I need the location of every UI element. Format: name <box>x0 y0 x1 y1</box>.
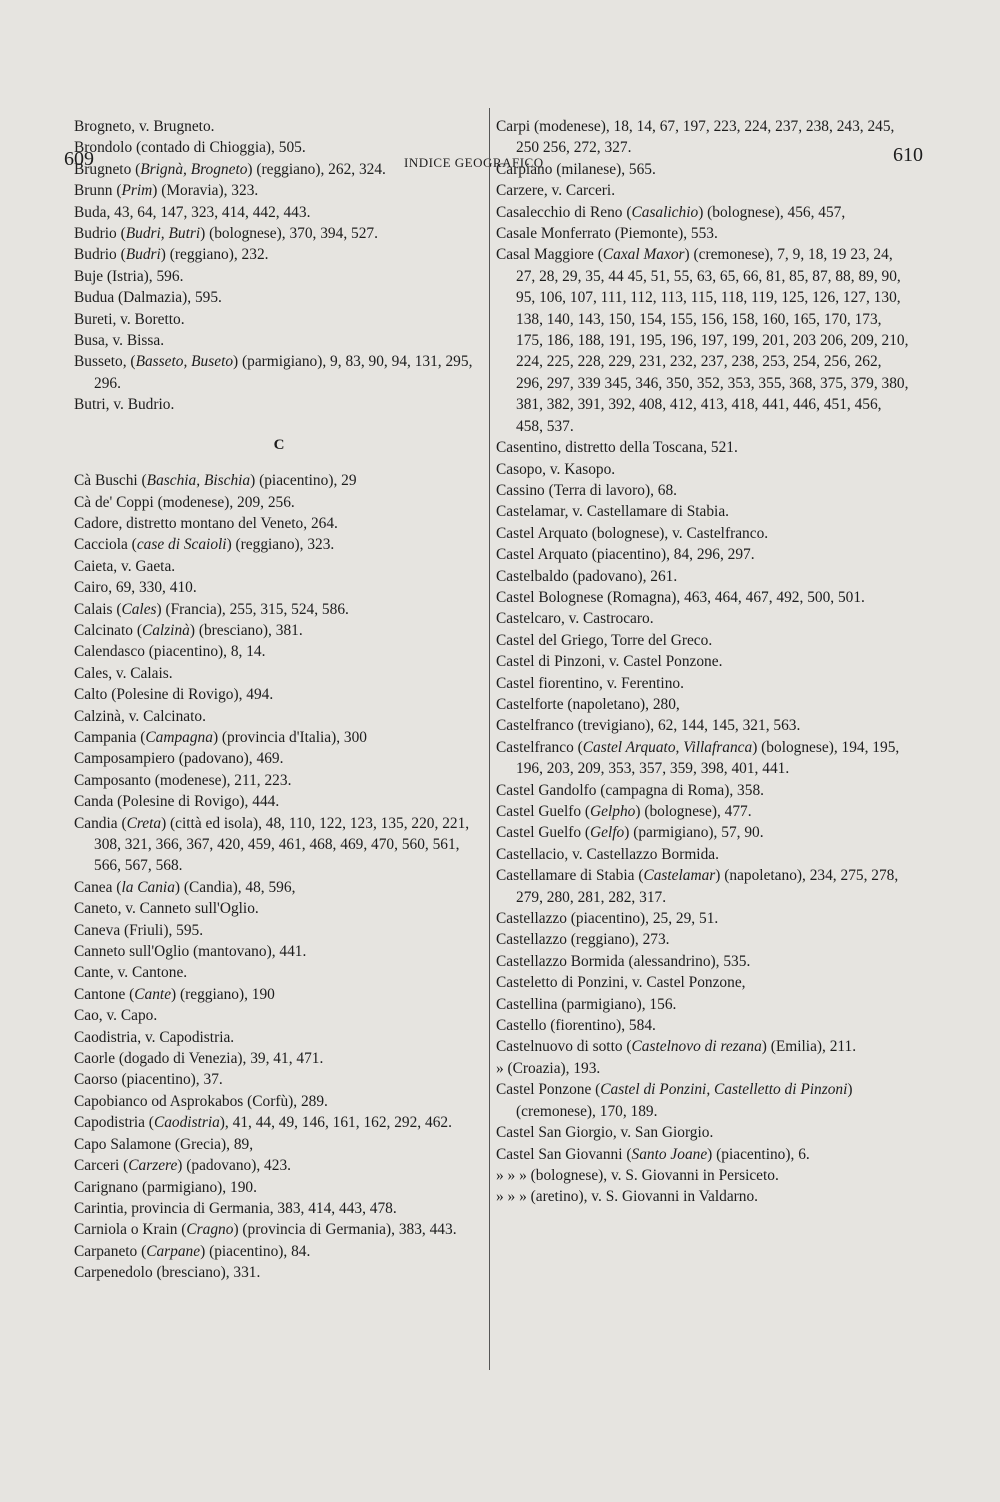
entry-text: Castelnuovo di sotto ( <box>496 1038 632 1056</box>
index-entry <box>74 1091 484 1112</box>
entry-text: Carpenedolo (bresciano), 331. <box>74 1264 261 1282</box>
entry-text: Cacciola ( <box>74 536 137 554</box>
entry-text: Caieta, v. Gaeta. <box>74 557 176 575</box>
entry-variant-name: Cales <box>121 600 157 618</box>
entry-text: Capodistria ( <box>74 1114 154 1132</box>
entry-text: » » » (aretino), v. S. Giovanni in Valdarno. <box>496 1188 759 1206</box>
entry-text: Budua (Dalmazia), 595. <box>74 289 222 307</box>
index-entry <box>496 651 910 672</box>
entry-text-tail: ) (padovano), 423. <box>177 1157 291 1175</box>
index-entry <box>496 715 910 736</box>
index-entry <box>496 972 910 993</box>
index-entry <box>496 159 910 180</box>
index-entry <box>74 1155 484 1176</box>
entry-variant-name: case di Scaioli <box>136 536 227 554</box>
entry-text: Castelcaro, v. Castrocaro. <box>496 610 654 628</box>
entry-text: Casale Monferrato (Piemonte), 553. <box>496 225 718 243</box>
entry-text-tail: ) (reggiano), 262, 324. <box>247 160 386 178</box>
index-entry <box>496 202 910 223</box>
index-entry <box>496 737 910 780</box>
entry-variant-name: Carpane <box>146 1242 201 1260</box>
entries-c-right <box>496 116 910 1208</box>
entry-text: Brondolo (contado di Chioggia), 505. <box>74 139 306 157</box>
index-entry <box>74 556 484 577</box>
index-entry <box>74 813 484 877</box>
entry-text: Castelamar, v. Castellamare di Stabia. <box>496 503 730 521</box>
entry-variant-name: Campagna <box>145 728 213 746</box>
running-title: INDICE GEOGRAFICO <box>404 155 544 170</box>
entry-text: Cairo, 69, 330, 410. <box>74 579 197 597</box>
index-entry <box>74 223 484 244</box>
index-entry <box>74 534 484 555</box>
entry-text: Calzinà, v. Calcinato. <box>74 707 206 725</box>
section-letter: C <box>273 436 285 453</box>
entry-text: Candia ( <box>74 814 127 832</box>
entry-variant-name: Budri <box>125 246 161 264</box>
index-entry <box>496 1165 910 1186</box>
index-entry <box>74 663 484 684</box>
entry-variant-name: Creta <box>126 814 162 832</box>
entry-text: Castellazzo Bormida (alessandrino), 535. <box>496 952 751 970</box>
entry-text: Carpaneto ( <box>74 1242 147 1260</box>
index-entry <box>74 1177 484 1198</box>
index-entry <box>74 877 484 898</box>
index-entry <box>496 566 910 587</box>
entry-text: Canea ( <box>74 878 122 896</box>
entry-text: Calcinato ( <box>74 621 142 639</box>
index-entry <box>496 844 910 865</box>
index-entry <box>74 180 484 201</box>
entry-text: Calendasco (piacentino), 8, 14. <box>74 643 266 661</box>
entry-text: Castellamare di Stabia ( <box>496 867 644 885</box>
entry-text: Camposanto (modenese), 211, 223. <box>74 771 292 789</box>
entry-variant-name: la Cania <box>121 878 175 896</box>
entry-variant-name: Santo Joane <box>631 1145 708 1163</box>
entry-text: Cassino (Terra di lavoro), 68. <box>496 481 677 499</box>
entry-variant-name: Basseto, Buseto <box>135 353 234 371</box>
column-divider <box>489 108 490 1370</box>
index-entry <box>74 202 484 223</box>
entry-text: Brugneto ( <box>74 160 141 178</box>
entry-text-tail: ) (napoletano), 234, 275, 278, 279, 280, 281, 282, 317. <box>516 867 899 906</box>
index-entry <box>74 116 484 137</box>
entry-text-tail: ) (provincia di Germania), 383, 443. <box>233 1221 457 1239</box>
entry-text-tail: ) (piacentino), 29 <box>250 472 357 490</box>
entry-text-tail: ) (parmigiano), 57, 90. <box>624 824 764 842</box>
entry-text: Carpiano (milanese), 565. <box>496 160 656 178</box>
entry-variant-name: Castel di Ponzini, Castelletto di Pinzoni <box>600 1081 848 1099</box>
entry-variant-name: Carzere <box>128 1157 178 1175</box>
index-entry <box>496 951 910 972</box>
index-entry <box>74 470 484 491</box>
index-entry <box>74 898 484 919</box>
entry-variant-name: Castelnovo di rezana <box>631 1038 762 1056</box>
entry-text-tail: ) (Moravia), 323. <box>152 182 259 200</box>
right-column <box>496 116 910 1208</box>
entry-text: Budrio ( <box>74 246 126 264</box>
index-entry <box>74 748 484 769</box>
index-entry <box>74 941 484 962</box>
entry-variant-name: Cragno <box>186 1221 234 1239</box>
entry-text: Cà de' Coppi (modenese), 209, 256. <box>74 493 295 511</box>
index-entry <box>74 1027 484 1048</box>
entry-text-tail: ) (Emilia), 211. <box>761 1038 857 1056</box>
entry-text-tail: ) (Candia), 48, 596, <box>174 878 296 896</box>
index-entry <box>74 684 484 705</box>
entry-text: Casopo, v. Kasopo. <box>496 460 616 478</box>
entry-text: Castelforte (napoletano), 280, <box>496 695 680 713</box>
entry-variant-name: Cante <box>134 985 172 1003</box>
entry-text: Castellacio, v. Castellazzo Bormida. <box>496 845 719 863</box>
entry-text: Castelfranco (trevigiano), 62, 144, 145, 321, 563. <box>496 717 801 735</box>
entry-text: Calais ( <box>74 600 122 618</box>
entry-text-tail: ) (reggiano), 232. <box>160 246 269 264</box>
index-entry <box>496 694 910 715</box>
index-entry <box>74 244 484 265</box>
entry-variant-name: Caxal Maxor <box>602 246 685 264</box>
entry-text: Caorle (dogado di Venezia), 39, 41, 471. <box>74 1050 324 1068</box>
entry-variant-name: Caodistria <box>153 1114 220 1132</box>
entry-text: Carceri ( <box>74 1157 129 1175</box>
entry-text: Castellazzo (reggiano), 273. <box>496 931 670 949</box>
entry-text: Casal Maggiore ( <box>496 246 603 264</box>
index-entry <box>496 801 910 822</box>
entry-text: Casteletto di Ponzini, v. Castel Ponzone, <box>496 974 746 992</box>
index-entry <box>74 727 484 748</box>
entry-text-tail: ) (bolognese), 370, 394, 527. <box>200 225 378 243</box>
index-entry <box>496 608 910 629</box>
index-entry <box>496 994 910 1015</box>
index-entry <box>496 929 910 950</box>
entries-b <box>74 116 484 416</box>
index-entry <box>74 1112 484 1133</box>
index-entry <box>496 244 910 437</box>
entry-text: Castel Bolognese (Romagna), 463, 464, 467, 492, 500, 501. <box>496 588 865 606</box>
index-entry <box>496 1122 910 1143</box>
entry-text-tail: ) (parmigiano), 9, 83, 90, 94, 131, 295, 296. <box>94 353 473 392</box>
entry-variant-name: Castelamar <box>643 867 716 885</box>
index-entry <box>74 1219 484 1240</box>
entry-variant-name: Castel Arquato, Villafranca <box>582 738 753 756</box>
index-entry <box>74 159 484 180</box>
entries-c-left <box>74 470 484 1283</box>
index-entry <box>74 394 484 415</box>
index-entry <box>74 984 484 1005</box>
entry-text: Castel San Giovanni ( <box>496 1145 632 1163</box>
entry-text: Castel Gandolfo (campagna di Roma), 358. <box>496 781 764 799</box>
entry-text-tail: ), 41, 44, 49, 146, 161, 162, 292, 462. <box>219 1114 452 1132</box>
index-entry <box>496 459 910 480</box>
index-entry <box>496 501 910 522</box>
entry-variant-name: Calzinà <box>141 621 190 639</box>
entry-text: Cantone ( <box>74 985 135 1003</box>
index-entry <box>74 641 484 662</box>
entry-text: Castel Arquato (bolognese), v. Castelfranco. <box>496 524 769 542</box>
entry-text: Carzere, v. Carceri. <box>496 182 616 200</box>
entry-variant-name: Budri, Butri <box>125 225 201 243</box>
entry-text: Carignano (parmigiano), 190. <box>74 1178 257 1196</box>
index-entry <box>496 587 910 608</box>
index-entry <box>496 1015 910 1036</box>
entry-text: Campania ( <box>74 728 146 746</box>
index-entry <box>496 630 910 651</box>
entry-variant-name: Prim <box>121 182 153 200</box>
entry-text-tail: ) (bresciano), 381. <box>189 621 303 639</box>
index-entry <box>496 1058 910 1079</box>
index-entry <box>496 523 910 544</box>
index-entry <box>496 865 910 908</box>
index-entry <box>496 544 910 565</box>
entry-text-tail: ) (reggiano), 323. <box>226 536 335 554</box>
index-entry <box>74 330 484 351</box>
index-entry <box>74 1134 484 1155</box>
index-entry <box>496 673 910 694</box>
entry-text: Castelfranco ( <box>496 738 583 756</box>
entry-text: Canneto sull'Oglio (mantovano), 441. <box>74 943 307 961</box>
entry-text: Buda, 43, 64, 147, 323, 414, 442, 443. <box>74 203 311 221</box>
index-entry <box>74 1048 484 1069</box>
index-entry <box>496 180 910 201</box>
entry-text-tail: ) (piacentino), 84. <box>200 1242 311 1260</box>
entry-text-tail: ) (provincia d'Italia), 300 <box>212 728 367 746</box>
index-entry <box>496 437 910 458</box>
index-entry <box>496 1186 910 1207</box>
entry-text: Budrio ( <box>74 225 126 243</box>
entry-text: Buje (Istria), 596. <box>74 267 184 285</box>
index-entry <box>74 513 484 534</box>
index-entry <box>496 480 910 501</box>
entry-text: Carniola o Krain ( <box>74 1221 187 1239</box>
entry-text: Butri, v. Budrio. <box>74 396 175 414</box>
entry-text: Castel Arquato (piacentino), 84, 296, 297. <box>496 546 755 564</box>
entry-text: Castel Guelfo ( <box>496 803 591 820</box>
entry-text-tail: ) (bolognese), 456, 457, <box>698 203 846 221</box>
entry-text-tail: ) (bolognese), 194, 195, 196, 203, 209, 353, 357, 359, 398, 401, 441. <box>516 738 900 778</box>
index-entry <box>74 920 484 941</box>
index-entry <box>74 351 484 394</box>
left-column <box>74 116 484 1284</box>
index-entry <box>74 706 484 727</box>
entry-text: Castel del Griego, Torre del Greco. <box>496 631 713 649</box>
index-entry <box>74 1241 484 1262</box>
entry-text: Carpi (modenese), 18, 14, 67, 197, 223, 224, 237, 238, 243, 245, 250 256, 272, 327. <box>496 118 895 157</box>
entry-variant-name: Baschia, Bischia <box>146 472 251 490</box>
entry-text-tail: ) (cremonese), 7, 9, 18, 19 23, 24, 27, 28, 29, 35, 44 45, 51, 55, 63, 65, 66, 81, 85, 87, 88, 89, 90, 95, 106, 107, 111, 112, 113, 115, 118, 119, 125, 126, 127, 130, 138, 140, 143, 150, 154, 155, 156, 158, 160, 165, 170, 173, 175, 186, 188, 191, 195, 196, 197, 199, 201, 203 206, 209, 210, 224, 225, 228, 229, 231, 232, 237, 238, 253, 254, 256, 262, 296, 297, 339 345, 346, 350, 352, 353, 355, 368, 375, 379, 380, 381, 382, 391, 392, 408, 412, 413, 418, 441, 446, 451, 456, 458, 537. <box>516 246 909 435</box>
entry-text-tail: ) (cremonese), 170, 189. <box>516 1081 853 1120</box>
index-entry <box>496 822 910 843</box>
index-entry <box>496 1036 910 1057</box>
entry-text: Castelbaldo (padovano), 261. <box>496 567 678 585</box>
index-entry <box>74 1005 484 1026</box>
entry-text: Capo Salamone (Grecia), 89, <box>74 1135 254 1153</box>
entry-text-tail: ) (città ed isola), 48, 110, 122, 123, 135, 220, 221, 308, 321, 366, 367, 420, 459, 461, 468, 469, 470, 560, 561, 566, 567, 568. <box>94 814 470 875</box>
index-entry <box>74 770 484 791</box>
index-entry <box>74 962 484 983</box>
entry-text: Cà Buschi ( <box>74 472 147 490</box>
entry-text: Castel Ponzone ( <box>496 1081 601 1099</box>
index-entry <box>74 309 484 330</box>
entry-text: Castel di Pinzoni, v. Castel Ponzone. <box>496 653 723 671</box>
entry-text: Castel Guelfo ( <box>496 824 591 842</box>
entry-text-tail: ) (Francia), 255, 315, 524, 586. <box>156 600 349 618</box>
index-entry <box>74 599 484 620</box>
entry-text: Busa, v. Bissa. <box>74 332 165 350</box>
entry-text-tail: ) (piacentino), 6. <box>707 1145 810 1163</box>
entry-text: Carintia, provincia di Germania, 383, 414, 443, 478. <box>74 1199 397 1217</box>
entry-text: » » » (bolognese), v. S. Giovanni in Persiceto. <box>496 1166 779 1184</box>
entry-variant-name: Gelfo <box>590 824 625 842</box>
entry-text: Camposampiero (padovano), 469. <box>74 750 284 768</box>
index-entry <box>74 266 484 287</box>
entry-text: Caodistria, v. Capodistria. <box>74 1028 235 1046</box>
index-entry <box>496 116 910 159</box>
entry-text: Castel fiorentino, v. Ferentino. <box>496 674 684 692</box>
entry-variant-name: Casalichio <box>631 203 699 221</box>
entry-text-tail: ) (bolognese), 477. <box>635 803 752 820</box>
entry-text: Caorso (piacentino), 37. <box>74 1071 223 1089</box>
index-entry <box>74 620 484 641</box>
entry-variant-name: Brignà, Brogneto <box>140 160 248 178</box>
index-entry <box>74 287 484 308</box>
entry-text: Castellina (parmigiano), 156. <box>496 995 677 1013</box>
entry-text: Cadore, distretto montano del Veneto, 264. <box>74 514 338 532</box>
index-entry <box>74 137 484 158</box>
index-entry <box>496 1079 910 1122</box>
entry-text: » (Croazia), 193. <box>496 1059 601 1077</box>
index-entry <box>74 1069 484 1090</box>
index-entry <box>496 780 910 801</box>
entry-text: Cante, v. Cantone. <box>74 964 188 982</box>
entry-text: Castel San Giorgio, v. San Giorgio. <box>496 1124 714 1142</box>
page-number-right: 610 <box>893 144 923 166</box>
entry-text: Brunn ( <box>74 182 122 200</box>
entry-text: Capobianco od Asprokabos (Corfù), 289. <box>74 1092 328 1110</box>
index-entry <box>74 1262 484 1283</box>
entry-text: Castello (fiorentino), 584. <box>496 1017 656 1035</box>
index-entry <box>74 791 484 812</box>
entry-text: Cao, v. Capo. <box>74 1007 158 1025</box>
entry-text: Castellazzo (piacentino), 25, 29, 51. <box>496 910 719 928</box>
entry-text: Canda (Polesine di Rovigo), 444. <box>74 793 280 811</box>
entry-text: Caneto, v. Canneto sull'Oglio. <box>74 900 259 918</box>
entry-variant-name: Gelpho <box>590 803 636 820</box>
entry-text: Brogneto, v. Brugneto. <box>74 118 215 135</box>
page-number-left: 609 <box>64 148 94 170</box>
index-entry <box>74 1198 484 1219</box>
index-entry <box>74 577 484 598</box>
index-entry <box>496 908 910 929</box>
entry-text: Cales, v. Calais. <box>74 664 173 682</box>
entry-text: Calto (Polesine di Rovigo), 494. <box>74 686 274 704</box>
entry-text: Bureti, v. Boretto. <box>74 310 185 328</box>
entry-text: Casentino, distretto della Toscana, 521. <box>496 439 738 457</box>
entry-text: Busseto, ( <box>74 353 136 371</box>
index-entry <box>496 223 910 244</box>
entry-text-tail: ) (reggiano), 190 <box>171 985 275 1003</box>
index-entry <box>74 492 484 513</box>
entry-text: Casalecchio di Reno ( <box>496 203 632 221</box>
entry-text: Caneva (Friuli), 595. <box>74 921 204 939</box>
index-entry <box>496 1144 910 1165</box>
